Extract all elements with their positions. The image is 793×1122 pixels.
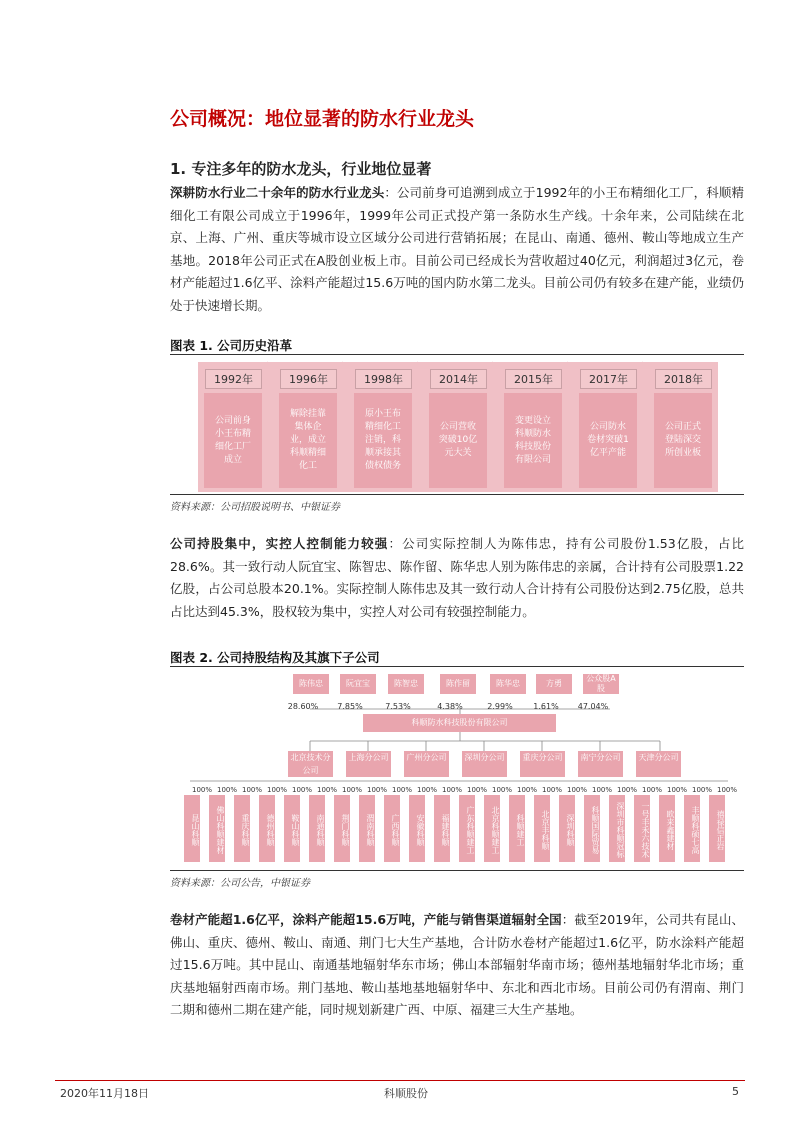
page-number: 5: [732, 1085, 739, 1098]
ownership-label: 100%: [617, 786, 638, 794]
ownership-label: 100%: [567, 786, 588, 794]
subsidiary-box: 科顺国际贸易: [584, 795, 600, 862]
branch-office: 天津分公司: [636, 751, 681, 777]
shareholder-box: 公众股A股: [583, 674, 619, 694]
timeline-year: 2018年: [655, 369, 712, 389]
shareholder-box: 陈作留: [440, 674, 476, 694]
ownership-label: 100%: [692, 786, 713, 794]
subsidiary-box: 科顺建工: [509, 795, 525, 862]
paragraph-lead: 公司持股集中，实控人控制能力较强: [170, 536, 389, 551]
branch-office: 重庆分公司: [520, 751, 565, 777]
subsidiary-box: 渭南科顺: [359, 795, 375, 862]
timeline-description: 公司前身小王布精细化工厂成立: [204, 393, 262, 488]
timeline-description: 变更设立科顺防水科技股份有限公司: [504, 393, 562, 488]
subsidiary-box: 北京科顺建工: [484, 795, 500, 862]
ownership-label: 100%: [192, 786, 213, 794]
ownership-label: 100%: [542, 786, 563, 794]
subsidiary-box: 鞍山科顺: [284, 795, 300, 862]
subsidiary-box: 广西科顺: [384, 795, 400, 862]
subsidiary-box: 德州科顺: [259, 795, 275, 862]
subsidiary-box: 广东科顺建工: [459, 795, 475, 862]
ownership-label: 100%: [642, 786, 663, 794]
ownership-label: 100%: [217, 786, 238, 794]
timeline-description: 解除挂靠集体企业，成立科顺精细化工: [279, 393, 337, 488]
ownership-label: 100%: [517, 786, 538, 794]
branch-office: 上海分公司: [346, 751, 391, 777]
subsidiary-box: 一号丰禾六技术: [634, 795, 650, 862]
paragraph-body: ：截至2019年，公司共有昆山、佛山、重庆、德州、鞍山、南通、荆门七大生产基地，合计防水卷材产能超过1.6亿平，防水涂料产能超过15.6万吨。其中昆山、南通基地辐射华东市场；佛山本部辐射华南市场；德州基地辐射华北市场；重庆基地辐射西南市场。荆门基地、鞍山基地基地辐射华中、东北和西北市场。目前公司仍有渭南、荆门二期和德州二期在建产能，同时规划新建广西、中原、福建三大生产基地。: [170, 912, 744, 1017]
subsidiary-box: 欧来鑫建材: [659, 795, 675, 862]
subsidiary-box: 丰顺科硕七高: [684, 795, 700, 862]
figure-1-source: 资料来源：公司招股说明书、中银证券: [170, 502, 340, 513]
subsidiary-box: 重庆科顺: [234, 795, 250, 862]
timeline-description: 公司正式登陆深交所创业板: [654, 393, 712, 488]
shareholder-box: 陈伟忠: [293, 674, 329, 694]
subsidiary-box: 福建科顺: [434, 795, 450, 862]
branch-office: 南宁分公司: [578, 751, 623, 777]
ownership-label: 100%: [717, 786, 738, 794]
shareholder-percentage: 7.85%: [337, 702, 363, 711]
ownership-label: 100%: [442, 786, 463, 794]
paragraph-body: ：公司前身可追溯到成立于1992年的小王布精细化工厂，科顺精细化工有限公司成立于1996年，1999年公司正式投产第一条防水生产线。十余年来，公司陆续在北京、上海、广州、重庆等城市设立区域分公司进行营销拓展；在昆山、南通、德州、鞍山等地成立生产基地。2018年公司正式在A股创业板上市。目前公司已经成长为营收超过40亿元，利润超过3亿元，卷材产能超过1.6亿平、涂料产能超过15.6万吨的国内防水第二龙头。目前公司仍有较多在建产能，业绩仍处于快速增长期。: [170, 185, 744, 313]
ownership-label: 100%: [292, 786, 313, 794]
footer-rule: [55, 1080, 745, 1081]
timeline-description: 公司营收突破10亿元大关: [429, 393, 487, 488]
subsidiary-box: 南通科顺: [309, 795, 325, 862]
ownership-label: 100%: [392, 786, 413, 794]
subsidiary-box: 禧禄信正岩: [709, 795, 725, 862]
footer-date: 2020年11月18日: [60, 1087, 149, 1100]
section-title: 公司概况：地位显著的防水行业龙头: [170, 108, 475, 130]
ownership-label: 100%: [267, 786, 288, 794]
timeline-year: 2015年: [505, 369, 562, 389]
ownership-label: 100%: [317, 786, 338, 794]
ownership-label: 100%: [667, 786, 688, 794]
paragraph-body: ：公司实际控制人为陈伟忠，持有公司股份1.53亿股，占比28.6%。其一致行动人阮宜宝、陈智忠、陈作留、陈华忠人别为陈伟忠的亲属，合计持有公司股票1.22亿股，占公司总股本20.1%。实际控制人陈伟忠及其一致行动人合计持有公司股份达到2.75亿股，总共占比达到45.3%，股权较为集中，实控人对公司有较强控制能力。: [170, 536, 744, 619]
paragraph-lead: 卷材产能超1.6亿平，涂料产能超15.6万吨，产能与销售渠道辐射全国: [170, 912, 562, 927]
timeline-year: 1996年: [280, 369, 337, 389]
branch-office: 北京技术分公司: [288, 751, 333, 777]
subsidiary-box: 深圳科顺: [559, 795, 575, 862]
footer-company: 科顺股份: [384, 1087, 428, 1100]
timeline-year: 1998年: [355, 369, 412, 389]
subsidiary-box: 佛山科顺建材: [209, 795, 225, 862]
subsidiary-box: 昆山科顺: [184, 795, 200, 862]
branch-office: 广州分公司: [404, 751, 449, 777]
ownership-label: 100%: [242, 786, 263, 794]
figure-2-source: 资料来源：公司公告，中银证券: [170, 878, 310, 889]
shareholder-box: 方勇: [536, 674, 572, 694]
shareholder-box: 陈华忠: [490, 674, 526, 694]
paragraph-capacity: [170, 909, 744, 1022]
subsidiary-box: 北京丰科顺: [534, 795, 550, 862]
figure-1-title: 图表 1. 公司历史沿革: [170, 338, 293, 353]
ownership-label: 100%: [492, 786, 513, 794]
subsidiary-box: 深圳市科顺冠标: [609, 795, 625, 862]
shareholder-box: 陈智忠: [388, 674, 424, 694]
ownership-label: 100%: [467, 786, 488, 794]
shareholder-percentage: 28.60%: [287, 702, 319, 711]
shareholder-percentage: 4.38%: [437, 702, 463, 711]
subsidiary-box: 安徽科顺: [409, 795, 425, 862]
ownership-label: 100%: [592, 786, 613, 794]
ownership-label: 100%: [417, 786, 438, 794]
shareholder-percentage: 7.53%: [385, 702, 411, 711]
branch-office: 深圳分公司: [462, 751, 507, 777]
figure-2-bottom-rule: [170, 870, 744, 871]
timeline-year: 2014年: [430, 369, 487, 389]
figure-2-title: 图表 2. 公司持股结构及其旗下子公司: [170, 650, 380, 665]
paragraph-lead: 深耕防水行业二十余年的防水行业龙头: [170, 185, 385, 200]
shareholder-percentage: 47.04%: [577, 702, 609, 711]
ownership-label: 100%: [367, 786, 388, 794]
shareholder-box: 阮宜宝: [340, 674, 376, 694]
parent-company: 科顺防水科技股份有限公司: [363, 714, 556, 732]
shareholder-percentage: 1.61%: [533, 702, 559, 711]
ownership-label: 100%: [342, 786, 363, 794]
timeline-description: 公司防水卷材突破1亿平产能: [579, 393, 637, 488]
timeline-year: 2017年: [580, 369, 637, 389]
shareholder-percentage: 2.99%: [487, 702, 513, 711]
timeline-year: 1992年: [205, 369, 262, 389]
sub-title: 1. 专注多年的防水龙头，行业地位显著: [170, 160, 432, 178]
timeline-description: 原小王布精细化工注销，科顺承接其债权债务: [354, 393, 412, 488]
subsidiary-box: 荆门科顺: [334, 795, 350, 862]
